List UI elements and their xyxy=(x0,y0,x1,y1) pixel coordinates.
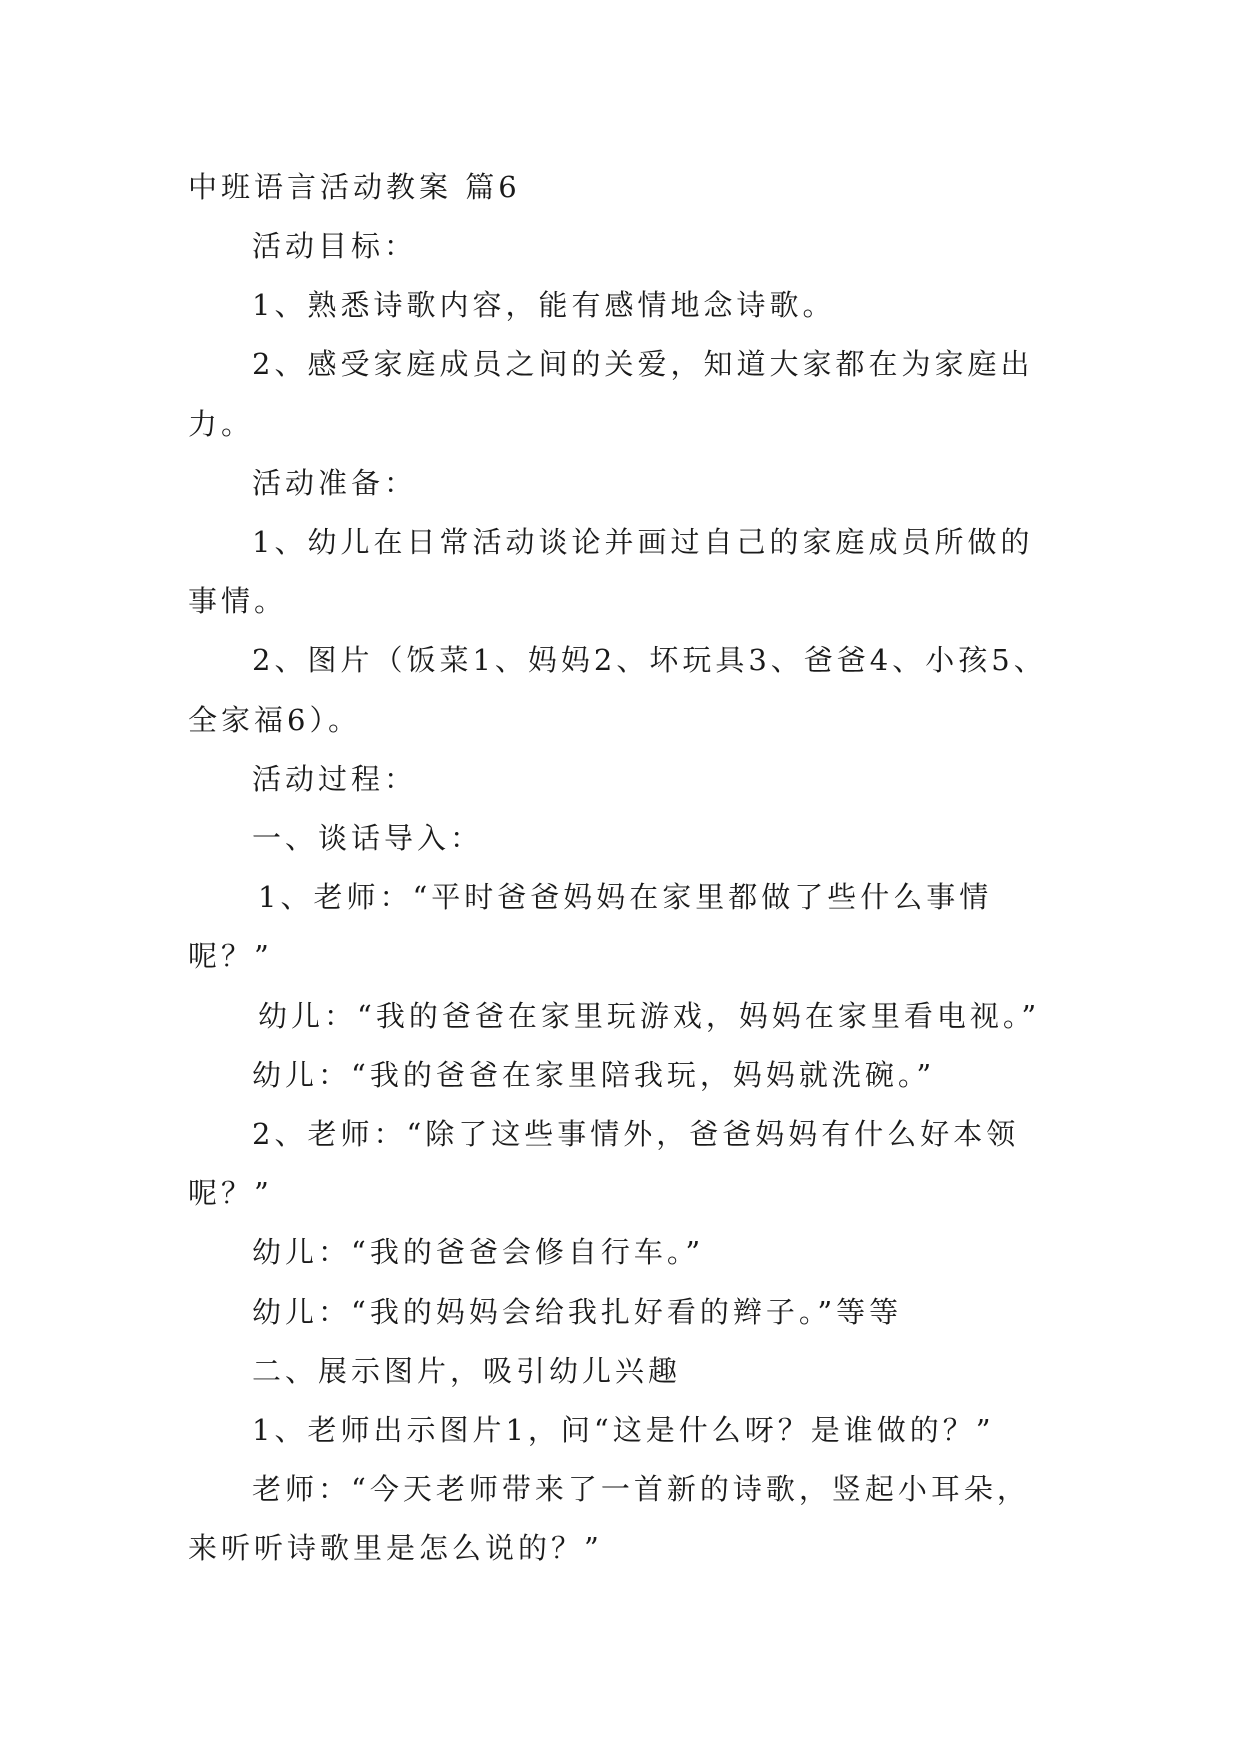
section-heading-goals: 活动目标： xyxy=(252,229,418,263)
text-line: 2、图片（饭菜1、妈妈2、坏玩具3、爸爸4、小孩5、 xyxy=(252,643,1047,677)
text-line: 2、老师：“除了这些事情外，爸爸妈妈有什么好本领 xyxy=(252,1117,1020,1151)
section-heading-preparation: 活动准备： xyxy=(252,466,418,500)
text-line: 1、幼儿在日常活动谈论并画过自己的家庭成员所做的 xyxy=(252,525,1034,559)
text-line: 2、感受家庭成员之间的关爱，知道大家都在为家庭出 xyxy=(252,347,1034,381)
subheading-pictures: 二、展示图片，吸引幼儿兴趣 xyxy=(252,1354,682,1388)
text-line: 来听听诗歌里是怎么说的？” xyxy=(188,1531,603,1565)
text-line: 事情。 xyxy=(188,584,288,618)
text-line: 老师：“今天老师带来了一首新的诗歌，竖起小耳朵， xyxy=(252,1472,1030,1506)
text-line: 幼儿：“我的爸爸会修自行车。” xyxy=(252,1235,705,1269)
text-line: 1、老师出示图片1，问“这是什么呀？是谁做的？” xyxy=(252,1413,995,1447)
text-line: 幼儿：“我的爸爸在家里玩游戏，妈妈在家里看电视。” xyxy=(258,999,1041,1033)
text-line: 呢？” xyxy=(188,1176,273,1210)
section-heading-process: 活动过程： xyxy=(252,762,418,796)
text-line: 1、熟悉诗歌内容，能有感情地念诗歌。 xyxy=(252,288,836,322)
text-line: 1、老师：“平时爸爸妈妈在家里都做了些什么事情 xyxy=(258,880,993,914)
text-line: 幼儿：“我的爸爸在家里陪我玩，妈妈就洗碗。” xyxy=(252,1058,936,1092)
text-line: 呢？” xyxy=(188,939,273,973)
text-line: 力。 xyxy=(188,407,255,441)
subheading-intro: 一、谈话导入： xyxy=(252,821,484,855)
text-line: 全家福6）。 xyxy=(188,703,361,737)
document-title: 中班语言活动教案 篇6 xyxy=(188,170,521,204)
text-line: 幼儿：“我的妈妈会给我扎好看的辫子。”等等 xyxy=(252,1295,903,1329)
